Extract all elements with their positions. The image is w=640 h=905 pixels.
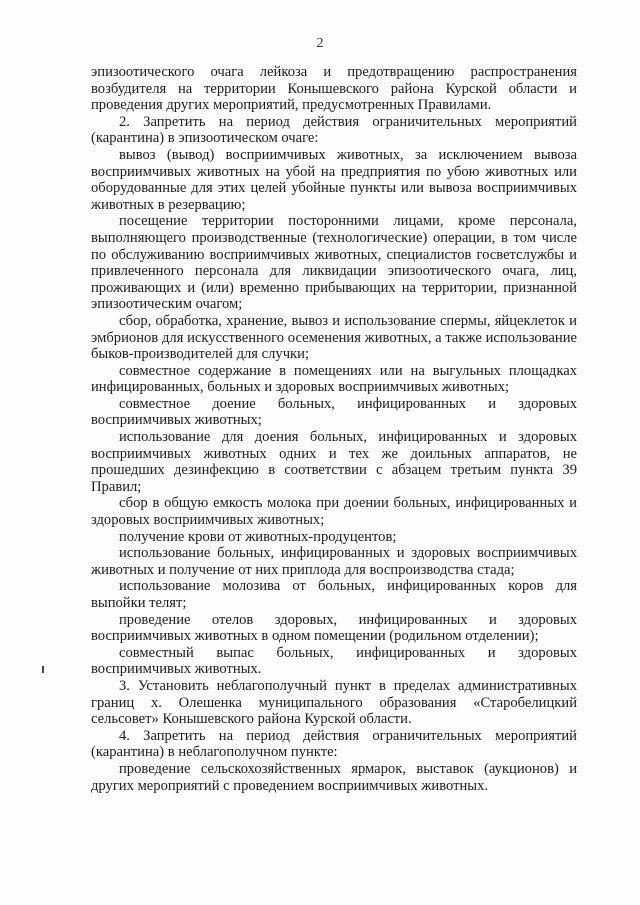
paragraph-milk-collection-ban: сбор в общую емкость молока при доении больных, инфицированных и здоровых восприимчивых животных; — [91, 495, 577, 529]
paragraph-sperm-ban: сбор, обработка, хранение, вывоз и использование спермы, яйцеклеток и эмбрионов для искусственного осеменения животных, а также использование быков-производителей для случки; — [91, 312, 577, 363]
paragraph-milking-equipment-ban: использование для доения больных, инфицированных и здоровых восприимчивых животных одних и тех же доильных аппаратов, не прошедших дезинфекцию в соответствии с абзацем третьим пункта 39 Правил; — [91, 429, 577, 495]
paragraph-item-3: 3. Установить неблагополучный пункт в пределах административных границ х. Олешенка муниципального образования «Старобелицкий сельсовет» Конышевского района Курской области. — [91, 677, 577, 728]
document-body — [91, 64, 577, 794]
margin-mark — [42, 666, 44, 673]
paragraph-colostrum-ban: использование молозива от больных, инфицированных коров для выпойки телят; — [91, 578, 577, 611]
paragraph-blood-ban: получение крови от животных-продуцентов; — [119, 528, 397, 545]
paragraph-joint-milking-ban: совместное доение больных, инфицированных и здоровых восприимчивых животных; — [91, 395, 577, 429]
paragraph-continuation: эпизоотического очага лейкоза и предотвращению распространения возбудителя на территории Конышевского района Курской области и проведения других мероприятий, предусмотренных Правилами. — [91, 64, 577, 114]
page-number: 2 — [316, 36, 324, 51]
paragraph-item-4: 4. Запретить на период действия ограничительных мероприятий (карантина) в неблагополучном пункте: — [91, 727, 577, 761]
paragraph-joint-keeping-ban: совместное содержание в помещениях или на выгульных площадках инфицированных, больных и здоровых восприимчивых животных; — [91, 362, 577, 396]
paragraph-breeding-ban: использование больных, инфицированных и здоровых восприимчивых животных и получение от них приплода для воспроизводства стада; — [91, 545, 577, 578]
paragraph-item-2: 2. Запретить на период действия ограничительных мероприятий (карантина) в эпизоотическом очаге: — [91, 113, 577, 147]
paragraph-export-ban: вывоз (вывод) восприимчивых животных, за исключением вывоза восприимчивых животных на убой на предприятия по убою животных или оборудованные для этих целей убойные пункты или вывоза восприимчивых животных в резервацию; — [91, 146, 577, 213]
paragraph-grazing-ban: совместный выпас больных, инфицированных и здоровых восприимчивых животных. — [91, 644, 577, 678]
paragraph-visit-ban: посещение территории посторонними лицами, кроме персонала, выполняющего производственные (технологические) операции, в том числе по обслуживанию восприимчивых животных, специалистов госветслужбы и привлеченного персонала для ликвидации эпизоотического очага, лиц, проживающих и (или) временно прибывающих на территории, признанной эпизоотическим очагом; — [91, 213, 577, 313]
paragraph-calving-ban: проведение отелов здоровых, инфицированных и здоровых восприимчивых животных в одном помещении (родильном отделении); — [91, 611, 577, 645]
paragraph-fairs-ban: проведение сельскохозяйственных ярмарок, выставок (аукционов) и других мероприятий с проведением восприимчивых животных. — [91, 760, 577, 794]
